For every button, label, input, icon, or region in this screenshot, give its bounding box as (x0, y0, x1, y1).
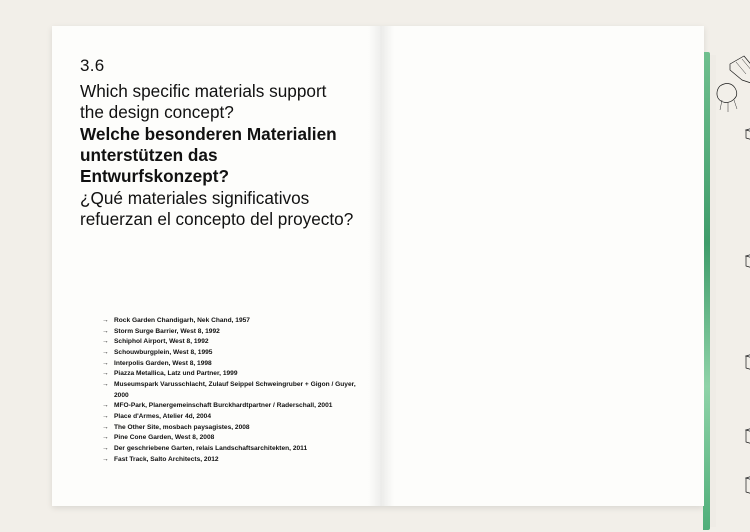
reference-text: The Other Site, mosbach paysagistes, 2008 (114, 423, 250, 431)
arrow-icon: → (102, 381, 109, 389)
layer-planting-base (746, 444, 750, 506)
list-item (102, 327, 370, 338)
heading-spanish-line2: refuerzan el concepto del proyecto? (80, 208, 354, 229)
reference-text: Rock Garden Chandigarh, Nek Chand, 1957 (114, 317, 250, 324)
book-spread (52, 26, 704, 506)
arrow-icon: → (102, 349, 109, 357)
arrow-icon: → (102, 402, 109, 410)
list-item (102, 401, 370, 412)
illustration-svg (712, 26, 750, 506)
layer-stones (746, 322, 750, 402)
layer-grid-top (746, 96, 750, 172)
heading-english-line1: Which specific materials support (80, 81, 327, 101)
reference-text: Pine Cone Garden, West 8, 2008 (114, 434, 215, 442)
left-page (52, 26, 382, 506)
list-item (102, 455, 370, 466)
arrow-icon: → (102, 370, 109, 378)
reference-text: Piazza Metallica, Latz und Partner, 1999 (114, 370, 238, 378)
heading-english (80, 81, 370, 122)
layer-waves (746, 396, 750, 476)
layer-shells (746, 222, 750, 300)
list-item (102, 316, 370, 327)
arrow-icon: → (102, 434, 109, 442)
right-page (382, 26, 704, 506)
list-item (102, 423, 370, 434)
arrow-icon: → (102, 413, 109, 421)
reference-text: Fast Track, Salto Architects, 2012 (114, 455, 219, 463)
book-cover-edge (703, 52, 710, 530)
reference-text: Storm Surge Barrier, West 8, 1992 (114, 327, 220, 335)
arrow-icon: → (102, 423, 109, 431)
list-item (102, 412, 370, 423)
heading-spanish-line1: ¿Qué materiales significativos (80, 188, 310, 209)
reference-text: Interpolis Garden, West 8, 1998 (114, 359, 212, 367)
reference-text: Schouwburgplein, West 8, 1995 (114, 349, 213, 357)
reference-text: Museumspark Varusschlacht, Zulauf Seippel Schweingruber + Gigon / Guyer, 2000 (114, 381, 356, 399)
arrow-icon: → (102, 317, 109, 324)
hand-icon (717, 84, 737, 112)
list-item (102, 369, 370, 380)
reference-text: Place d'Armes, Atelier 4d, 2004 (114, 413, 211, 421)
list-item (102, 359, 370, 370)
exploded-axonometric-layers-diagram (712, 26, 750, 506)
list-item (102, 444, 370, 455)
arrow-icon: → (102, 359, 109, 367)
heading-german-line2: unterstützen das Entwurfskonzept? (80, 144, 229, 186)
heading-german (80, 124, 370, 186)
reference-list (102, 316, 370, 465)
list-item (102, 337, 370, 348)
arrow-icon: → (102, 445, 109, 453)
heading-german-line1: Welche besonderen Materialien (80, 124, 337, 145)
arrow-icon: → (102, 327, 109, 335)
arrow-icon: → (102, 455, 109, 463)
list-item (102, 380, 370, 401)
arrow-icon: → (102, 338, 109, 346)
list-item (102, 433, 370, 444)
list-item (102, 348, 370, 359)
reference-text: Der geschriebene Garten, relais Landschaftsarchitekten, 2011 (114, 445, 308, 453)
section-number: 3.6 (80, 56, 105, 75)
heading-spanish (80, 188, 370, 229)
page-title (80, 56, 370, 229)
shoe-icon (730, 56, 750, 86)
heading-english-line2: the design concept? (80, 101, 234, 122)
reference-text: Schiphol Airport, West 8, 1992 (114, 338, 209, 346)
reference-text: MFO-Park, Planergemeinschaft Burckhardtpartner / Raderschall, 2001 (114, 402, 333, 410)
